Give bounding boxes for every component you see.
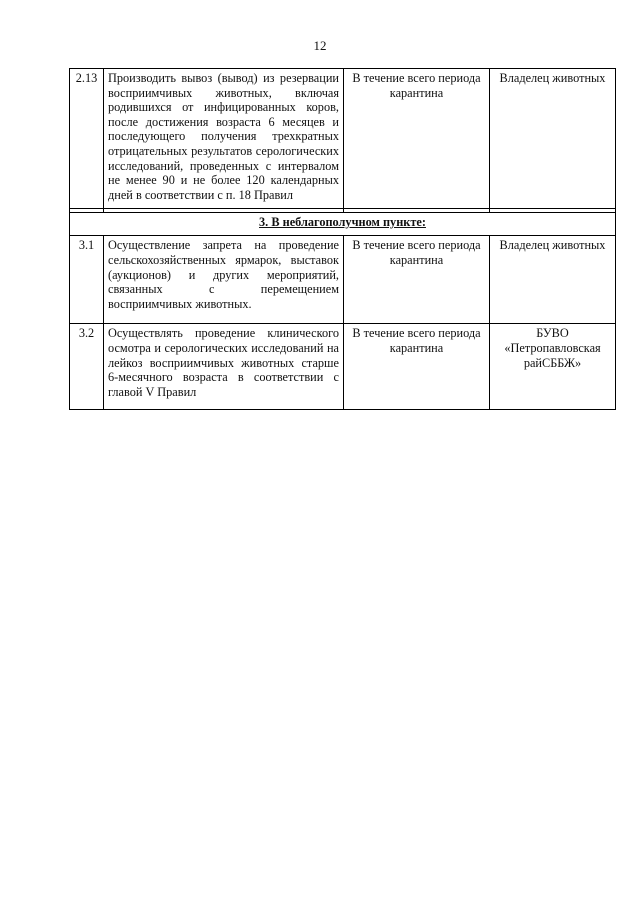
section-title: 3. В неблагополучном пункте:	[70, 213, 616, 236]
table-row	[70, 236, 616, 324]
row-number: 3.2	[70, 324, 104, 410]
measure-text: Осуществление запрета на проведение сельскохозяйственных ярмарок, выставок (аукционов) и других мероприятий, связанных с перемещением восприимчивых животных.	[104, 236, 344, 324]
responsible-text: Владелец животных	[490, 69, 616, 209]
table-row	[70, 69, 616, 209]
responsible-text: БУВО «Петропавловская райСББЖ»	[490, 324, 616, 410]
row-number: 2.13	[70, 69, 104, 209]
section-header-row	[70, 213, 616, 236]
measure-text: Осуществлять проведение клинического осмотра и серологических исследований на лейкоз восприимчивых животных старше 6-месячного возраста в соответствии с главой V Правил	[104, 324, 344, 410]
row-number: 3.1	[70, 236, 104, 324]
term-text: В течение всего периода карантина	[344, 236, 490, 324]
measure-text: Производить вывоз (вывод) из резервации восприимчивых животных, включая родившихся от инфицированных коров, после достижения возраста 6 месяцев и последующего получения трехкратных отрицательных результатов серологических исследований, проведенных с интервалом не менее 90 и не более 120 календарных дней в соответствии с п. 18 Правил	[104, 69, 344, 209]
term-text: В течение всего периода карантина	[344, 324, 490, 410]
responsible-text: Владелец животных	[490, 236, 616, 324]
table-row	[70, 324, 616, 410]
term-text: В течение всего периода карантина	[344, 69, 490, 209]
measures-table	[69, 68, 616, 410]
page-number: 12	[313, 38, 327, 53]
